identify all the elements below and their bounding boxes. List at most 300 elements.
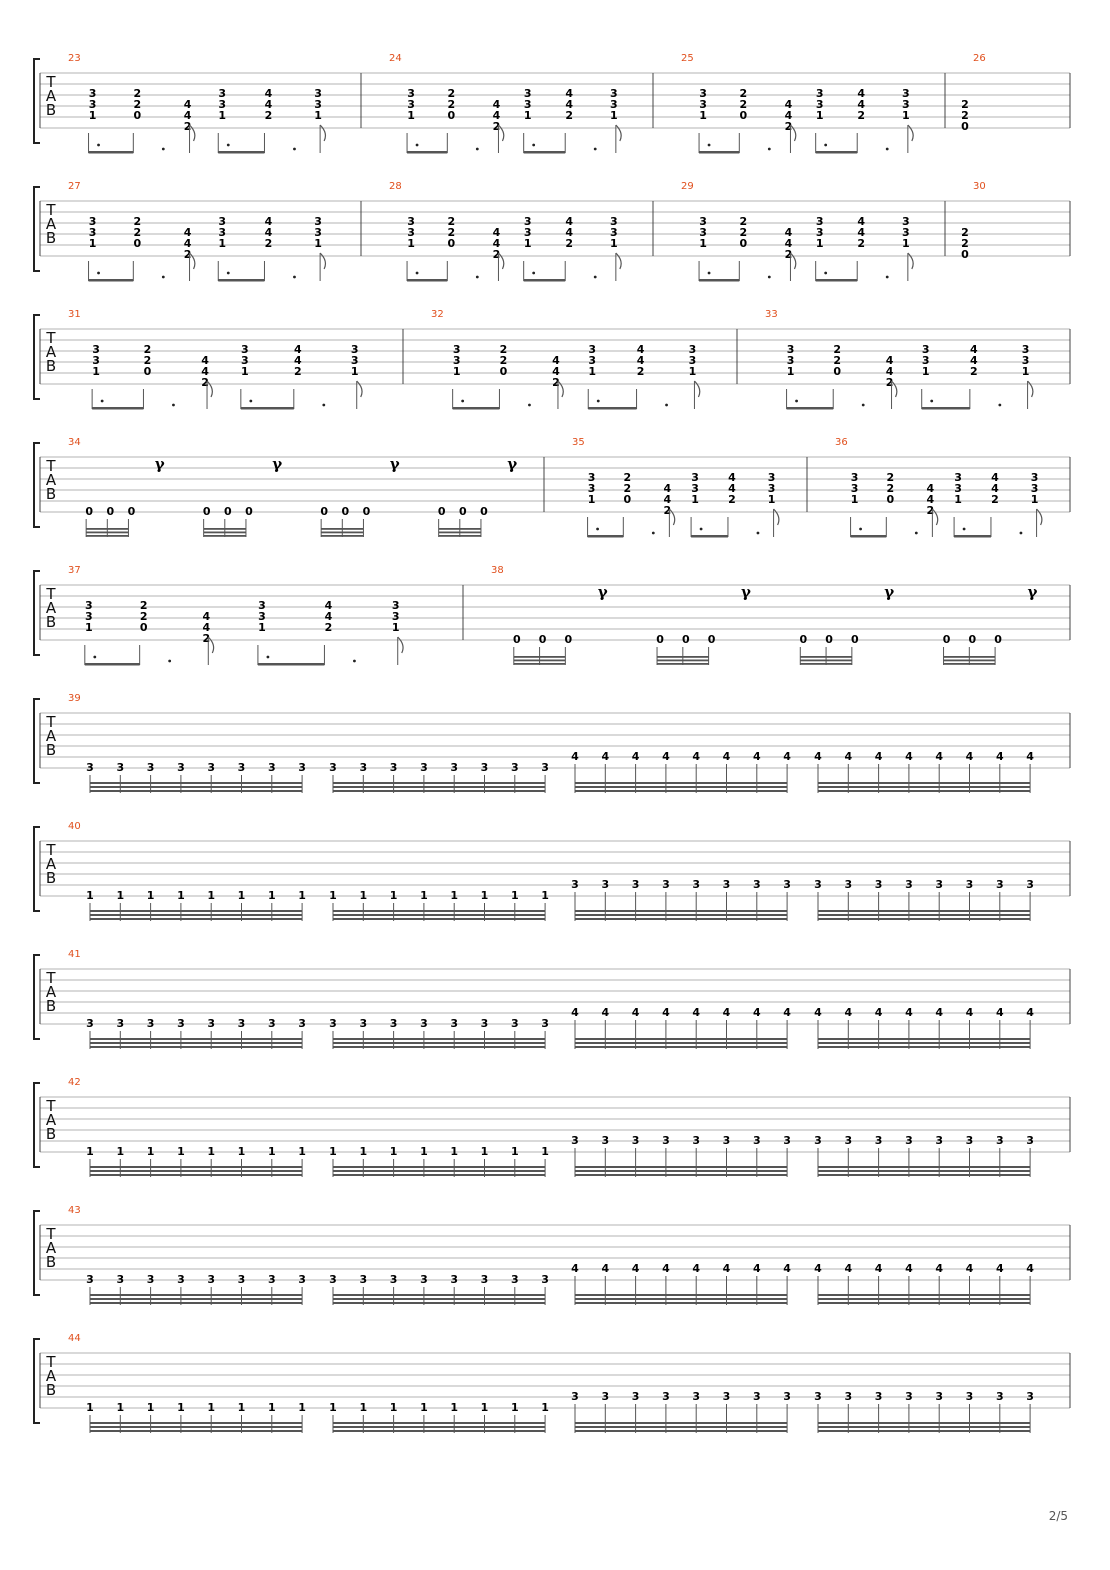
fret-number: 0: [437, 505, 446, 518]
dot: [594, 148, 597, 151]
fret-number: 4: [571, 1262, 579, 1275]
measure-number: 42: [68, 1077, 81, 1088]
fret-number: 2: [552, 376, 560, 389]
fret-number: 4: [692, 1262, 701, 1275]
tab-clef-letter: B: [45, 741, 57, 759]
tab-clef-letter: A: [45, 87, 57, 105]
fret-number: 1: [88, 109, 97, 122]
fret-number: 4: [935, 1262, 944, 1275]
fret-number: 0: [223, 505, 232, 518]
fret-number: 4: [202, 610, 211, 623]
dot: [168, 660, 171, 663]
measure-number: 35: [572, 437, 585, 448]
tab-clef-letter: B: [45, 869, 57, 887]
fret-number: 2: [728, 493, 736, 506]
fret-number: 3: [699, 87, 707, 100]
fret-number: 1: [314, 237, 322, 250]
fret-number: 4: [492, 226, 501, 239]
dot: [532, 144, 535, 147]
fret-number: 3: [786, 354, 795, 367]
fret-number: 0: [362, 505, 371, 518]
note-beam: [575, 786, 787, 788]
fret-number: 3: [921, 354, 930, 367]
system-bracket: [34, 187, 40, 271]
fret-number: 3: [814, 1134, 822, 1147]
fret-number: 4: [571, 1006, 579, 1019]
fret-number: 0: [564, 633, 573, 646]
note-beam: [575, 1166, 787, 1168]
fret-number: 4: [926, 493, 935, 506]
fret-number: 1: [510, 1145, 519, 1158]
dot: [267, 656, 270, 659]
tab-clef-letter: T: [46, 1097, 56, 1115]
fret-number: 3: [541, 1273, 549, 1286]
fret-number: 1: [767, 493, 776, 506]
dot: [768, 276, 771, 279]
fret-number: 4: [631, 750, 640, 763]
fret-number: 4: [991, 471, 999, 484]
measure: [85, 455, 517, 537]
fret-number: 4: [492, 98, 501, 111]
fret-number: 1: [146, 889, 155, 902]
fret-number: 3: [329, 1017, 337, 1030]
note-beam: [90, 1298, 302, 1300]
fret-number: 3: [218, 87, 227, 100]
note-beam: [333, 1046, 545, 1048]
measure-number: 24: [389, 53, 402, 64]
fret-number: 3: [610, 98, 618, 111]
note-beam: [575, 782, 787, 784]
note-beam: [575, 1170, 787, 1172]
fret-number: 3: [258, 610, 266, 623]
fret-number: 3: [389, 761, 398, 774]
fret-number: 3: [177, 1273, 185, 1286]
fret-number: 4: [601, 1006, 610, 1019]
fret-number: 1: [480, 1145, 489, 1158]
fret-number: 2: [133, 98, 142, 111]
measure-number: 43: [68, 1205, 81, 1216]
fret-number: 4: [571, 750, 579, 763]
fret-number: 4: [752, 750, 761, 763]
fret-number: 3: [92, 343, 100, 356]
fret-number: 1: [267, 889, 276, 902]
fret-number: 3: [995, 878, 1004, 891]
fret-number: 1: [902, 109, 910, 122]
note-beam: [575, 1174, 787, 1176]
fret-number: 3: [480, 761, 489, 774]
eighth-rest: γ: [507, 455, 518, 473]
fret-number: 1: [610, 237, 618, 250]
tab-clef-letter: B: [45, 997, 57, 1015]
tab-clef-letter: T: [46, 201, 56, 219]
fret-number: 2: [739, 215, 748, 228]
fret-number: 3: [218, 226, 227, 239]
measure-number: 26: [973, 53, 986, 64]
tab-clef-letter: T: [46, 1225, 56, 1243]
note-beam: [333, 1422, 545, 1424]
note-flag: [1028, 381, 1033, 397]
fret-number: 3: [329, 1273, 337, 1286]
fret-number: 0: [499, 365, 508, 378]
note-beam: [92, 407, 143, 410]
note-flag: [320, 125, 325, 141]
fret-number: 4: [844, 1006, 853, 1019]
fret-number: 3: [699, 215, 707, 228]
note-flag: [694, 381, 699, 397]
fret-number: 3: [587, 471, 596, 484]
note-beam: [241, 407, 294, 410]
tab-system: [34, 821, 1070, 921]
fret-number: 4: [565, 215, 574, 228]
fret-number: 2: [492, 248, 501, 261]
note-flag: [616, 253, 621, 269]
fret-number: 3: [450, 761, 459, 774]
fret-number: 0: [127, 505, 136, 518]
fret-number: 3: [699, 98, 707, 111]
note-beam: [333, 790, 545, 792]
note-beam: [90, 1042, 302, 1044]
fret-number: 3: [86, 1273, 94, 1286]
fret-number: 3: [722, 1134, 731, 1147]
eighth-rest: γ: [154, 455, 165, 473]
note-beam: [818, 1170, 1030, 1172]
fret-number: 4: [662, 1006, 670, 1019]
fret-number: 1: [420, 1401, 428, 1414]
fret-number: 1: [523, 237, 532, 250]
fret-number: 2: [133, 226, 142, 239]
note-beam: [333, 1426, 545, 1428]
dot: [97, 144, 100, 147]
dot: [665, 404, 668, 407]
dot: [1020, 532, 1023, 535]
note-beam: [818, 914, 1030, 916]
fret-number: 4: [995, 750, 1004, 763]
fret-number: 1: [587, 493, 596, 506]
fret-number: 3: [1021, 343, 1030, 356]
note-beam: [657, 660, 709, 662]
fret-number: 3: [752, 1390, 761, 1403]
tab-system: [34, 565, 1070, 666]
fret-number: 2: [183, 248, 192, 261]
fret-number: 0: [133, 237, 142, 250]
fret-number: 2: [447, 98, 456, 111]
note-beam: [321, 535, 363, 537]
fret-number: 0: [447, 109, 456, 122]
note-beam: [575, 1426, 787, 1428]
fret-number: 3: [359, 761, 368, 774]
fret-number: 4: [183, 98, 192, 111]
fret-number: 3: [688, 343, 697, 356]
tab-clef-letter: A: [45, 471, 57, 489]
fret-number: 3: [965, 1390, 974, 1403]
fret-number: 1: [541, 889, 549, 902]
fret-number: 3: [995, 1390, 1004, 1403]
note-beam: [575, 918, 787, 920]
note-beam: [321, 532, 363, 534]
dot: [461, 400, 464, 403]
fret-number: 2: [991, 493, 999, 506]
measure-number: 36: [835, 437, 848, 448]
dot: [859, 528, 862, 531]
fret-number: 1: [407, 109, 415, 122]
fret-number: 3: [902, 215, 910, 228]
note-beam: [439, 535, 481, 537]
note-beam: [944, 663, 996, 665]
note-beam: [90, 790, 302, 792]
fret-number: 1: [688, 365, 697, 378]
fret-number: 2: [739, 87, 748, 100]
dot: [97, 272, 100, 275]
note-beam: [818, 1298, 1030, 1300]
dot: [708, 144, 711, 147]
measure: [961, 226, 969, 261]
tab-system: [34, 693, 1070, 793]
fret-number: 2: [143, 354, 152, 367]
note-beam: [818, 1426, 1030, 1428]
fret-number: 3: [314, 87, 322, 100]
tab-system: [34, 53, 1070, 154]
tab-clef-letter: T: [46, 329, 56, 347]
fret-number: 3: [815, 87, 824, 100]
fret-number: 1: [350, 365, 359, 378]
dot: [476, 148, 479, 151]
fret-number: 3: [407, 98, 415, 111]
fret-number: 2: [926, 504, 935, 517]
fret-number: 4: [874, 1006, 883, 1019]
note-beam: [90, 1422, 302, 1424]
dot: [862, 404, 865, 407]
note-beam: [944, 660, 996, 662]
fret-number: 1: [146, 1145, 155, 1158]
note-flag: [357, 381, 362, 397]
dot: [416, 272, 419, 275]
note-beam: [90, 786, 302, 788]
note-beam: [204, 528, 246, 530]
note-flag: [616, 125, 621, 141]
tab-clef-letter: T: [46, 969, 56, 987]
fret-number: 4: [905, 1262, 913, 1275]
fret-number: 4: [264, 87, 273, 100]
fret-number: 2: [857, 237, 866, 250]
fret-number: 1: [258, 621, 266, 634]
eighth-rest: γ: [741, 583, 751, 601]
fret-number: 3: [241, 343, 249, 356]
tab-system: [34, 181, 1070, 282]
fret-number: 4: [965, 1006, 974, 1019]
fret-number: 4: [935, 750, 944, 763]
fret-number: 2: [857, 109, 866, 122]
fret-number: 3: [523, 215, 532, 228]
note-beam: [89, 279, 134, 282]
dot: [597, 400, 600, 403]
measure-number: 44: [68, 1333, 81, 1344]
note-beam: [333, 782, 545, 784]
fret-number: 1: [116, 889, 125, 902]
measure: [86, 878, 1034, 921]
fret-number: 3: [177, 761, 185, 774]
dot: [708, 272, 711, 275]
fret-number: 4: [201, 365, 209, 378]
fret-number: 3: [420, 1273, 428, 1286]
fret-number: 1: [921, 365, 930, 378]
dot: [886, 148, 889, 151]
note-flag: [908, 253, 913, 269]
eighth-rest: γ: [597, 583, 608, 601]
fret-number: 1: [480, 889, 489, 902]
tab-clef-letter: A: [45, 855, 57, 873]
fret-number: 3: [767, 471, 776, 484]
fret-number: 1: [452, 365, 461, 378]
note-beam: [818, 1302, 1030, 1304]
fret-number: 3: [1026, 878, 1034, 891]
fret-number: 4: [728, 471, 736, 484]
fret-number: 2: [565, 237, 574, 250]
fret-number: 3: [523, 226, 532, 239]
fret-number: 3: [783, 1134, 791, 1147]
fret-number: 1: [954, 493, 962, 506]
fret-number: 0: [623, 493, 632, 506]
measure: [86, 1006, 1034, 1049]
fret-number: 3: [874, 1390, 883, 1403]
tab-clef-letter: T: [46, 457, 56, 475]
fret-number: 2: [636, 365, 645, 378]
note-beam: [514, 656, 566, 658]
fret-number: 3: [237, 1273, 246, 1286]
fret-number: 0: [458, 505, 467, 518]
measure: [851, 471, 1042, 538]
fret-number: 1: [450, 1145, 459, 1158]
fret-number: 3: [452, 343, 461, 356]
fret-number: 3: [88, 226, 97, 239]
fret-number: 3: [783, 878, 791, 891]
fret-number: 4: [905, 1006, 913, 1019]
fret-number: 4: [492, 237, 501, 250]
note-beam: [818, 918, 1030, 920]
fret-number: 1: [450, 1401, 459, 1414]
note-beam: [514, 660, 566, 662]
tab-clef-letter: A: [45, 727, 57, 745]
note-beam: [90, 1174, 302, 1176]
dot: [930, 400, 933, 403]
note-beam: [816, 151, 858, 154]
fret-number: 4: [844, 750, 853, 763]
fret-number: 3: [298, 1273, 306, 1286]
fret-number: 1: [241, 365, 249, 378]
note-beam: [787, 407, 834, 410]
note-beam: [333, 1166, 545, 1168]
fret-number: 3: [722, 1390, 731, 1403]
fret-number: 0: [851, 633, 859, 646]
note-flag: [398, 637, 403, 653]
fret-number: 4: [1026, 1262, 1034, 1275]
fret-number: 2: [739, 98, 748, 111]
fret-number: 4: [926, 482, 935, 495]
note-beam: [818, 1046, 1030, 1048]
fret-number: 1: [699, 109, 707, 122]
fret-number: 3: [146, 761, 155, 774]
fret-number: 4: [201, 354, 209, 367]
dot: [915, 532, 918, 535]
fret-number: 2: [961, 98, 969, 111]
fret-number: 4: [264, 215, 273, 228]
fret-number: 4: [752, 1006, 761, 1019]
tab-clef-letter: A: [45, 1239, 57, 1257]
fret-number: 0: [656, 633, 664, 646]
fret-number: 4: [784, 109, 793, 122]
tab-clef-letter: A: [45, 1111, 57, 1129]
note-beam: [816, 279, 858, 282]
note-beam: [90, 782, 302, 784]
fret-number: 4: [183, 226, 192, 239]
fret-number: 1: [146, 1401, 155, 1414]
fret-number: 1: [815, 237, 824, 250]
measure-number: 39: [68, 693, 81, 704]
fret-number: 3: [844, 1390, 853, 1403]
fret-number: 1: [610, 109, 618, 122]
measure: [85, 599, 403, 666]
fret-number: 2: [961, 237, 969, 250]
note-beam: [89, 151, 134, 154]
measure: [89, 87, 326, 154]
note-beam: [818, 786, 1030, 788]
fret-number: 3: [850, 471, 859, 484]
note-beam: [818, 1166, 1030, 1168]
fret-number: 3: [631, 1390, 640, 1403]
fret-number: 4: [857, 226, 866, 239]
note-beam: [333, 1038, 545, 1040]
measure-number: 30: [973, 181, 986, 192]
note-beam: [818, 1430, 1030, 1432]
fret-number: 4: [636, 354, 645, 367]
fret-number: 3: [450, 1273, 459, 1286]
note-beam: [851, 535, 887, 538]
fret-number: 2: [201, 376, 209, 389]
fret-number: 0: [707, 633, 716, 646]
fret-number: 3: [523, 98, 532, 111]
note-beam: [333, 1294, 545, 1296]
fret-number: 3: [92, 354, 100, 367]
dot: [162, 276, 165, 279]
fret-number: 3: [691, 471, 699, 484]
fret-number: 2: [133, 87, 142, 100]
fret-number: 4: [783, 1006, 791, 1019]
fret-number: 1: [391, 621, 400, 634]
note-beam: [90, 918, 302, 920]
fret-number: 3: [298, 761, 306, 774]
fret-number: 2: [324, 621, 333, 634]
fret-number: 2: [961, 109, 969, 122]
fret-number: 1: [298, 889, 306, 902]
tab-clef-letter: B: [45, 101, 57, 119]
fret-number: 3: [450, 1017, 459, 1030]
note-beam: [818, 1422, 1030, 1424]
fret-number: 4: [662, 1262, 670, 1275]
note-beam: [800, 656, 852, 658]
fret-number: 2: [833, 343, 842, 356]
system-bracket: [34, 827, 40, 911]
note-beam: [818, 910, 1030, 912]
fret-number: 3: [267, 1017, 276, 1030]
fret-number: 4: [784, 226, 793, 239]
fret-number: 0: [133, 109, 142, 122]
measure: [86, 1390, 1034, 1433]
fret-number: 3: [420, 1017, 428, 1030]
fret-number: 0: [85, 505, 93, 518]
fret-number: 4: [183, 237, 192, 250]
fret-number: 3: [815, 215, 824, 228]
dot: [162, 148, 165, 151]
fret-number: 3: [1030, 471, 1039, 484]
